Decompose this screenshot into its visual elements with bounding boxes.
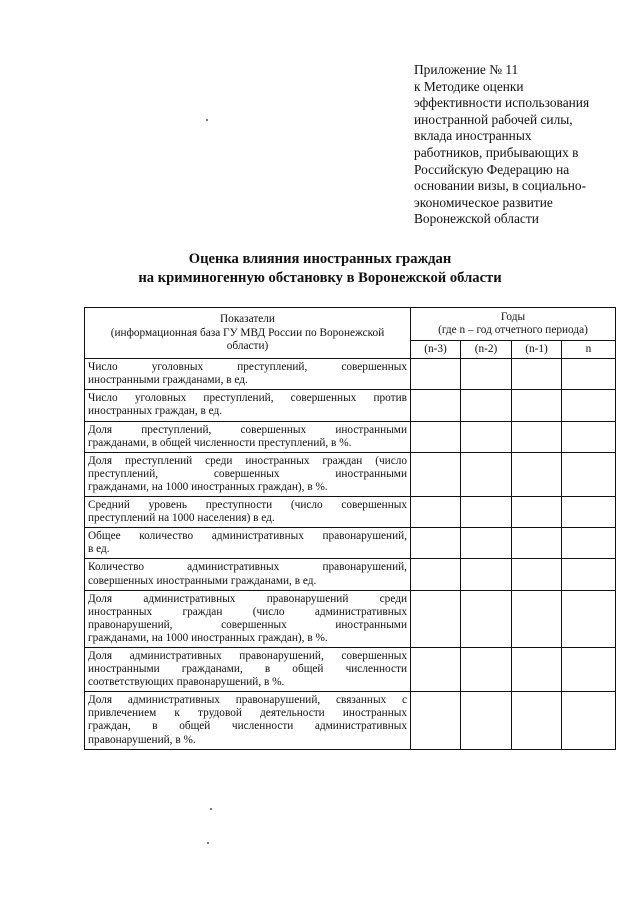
indicator-cell [85, 497, 411, 528]
indicator-cell [85, 590, 411, 647]
indicators-table [84, 307, 616, 750]
indicator-line: Средний уровень преступности (число совершенных [88, 499, 407, 512]
value-cell [461, 390, 512, 421]
indicator-line: преступлений, совершенных иностранными [88, 467, 407, 480]
value-cell [411, 692, 461, 749]
indicator-line: Доля преступлений, совершенных иностранными [88, 423, 407, 436]
appendix-line: основании визы, в социально- [414, 178, 587, 194]
scan-speck [207, 842, 209, 844]
appendix-line: вклада иностранных [414, 128, 532, 144]
indicator-line: Доля административных правонарушений, связанных с [88, 694, 407, 707]
indicator-header-line: Показатели [220, 313, 275, 326]
value-cell [562, 692, 616, 749]
value-cell [411, 421, 461, 452]
indicator-line: Число уголовных преступлений, совершенных [88, 361, 407, 374]
appendix-line: работников, прибывающих в [414, 144, 579, 160]
indicator-line: преступлений на 1000 населения) в ед. [88, 512, 275, 525]
table-row [85, 559, 616, 590]
table-row [85, 497, 616, 528]
year-column-header: (n-1) [512, 341, 562, 359]
indicator-line: Количество административных правонарушений, [88, 561, 407, 574]
indicator-line: правонарушений, совершенных иностранными [88, 618, 407, 631]
indicator-line: иностранных граждан, в ед. [88, 405, 223, 418]
value-cell [512, 452, 562, 496]
year-column-header: (n-2) [461, 341, 512, 359]
value-cell [562, 528, 616, 559]
indicator-line: Число уголовных преступлений, совершенных против [88, 392, 407, 405]
value-cell [562, 559, 616, 590]
indicator-line: граждан, в общей численности административных [88, 720, 407, 733]
value-cell [461, 497, 512, 528]
table-row [85, 452, 616, 496]
year-column-header: (n-3) [411, 341, 461, 359]
value-cell [411, 647, 461, 691]
value-cell [461, 359, 512, 390]
appendix-line: Российскую Федерацию на [414, 161, 570, 177]
value-cell [562, 497, 616, 528]
indicator-cell [85, 528, 411, 559]
indicator-line: иностранных граждан (число административных [88, 605, 407, 618]
value-cell [562, 421, 616, 452]
table-header-row [85, 308, 616, 341]
indicator-line: правонарушений, в %. [88, 733, 196, 746]
value-cell [411, 590, 461, 647]
table-row [85, 390, 616, 421]
value-cell [512, 647, 562, 691]
value-cell [512, 559, 562, 590]
value-cell [512, 692, 562, 749]
table-body [85, 359, 616, 749]
appendix-line: иностранной рабочей силы, [414, 111, 573, 127]
indicator-line: Общее количество административных правонарушений, [88, 530, 407, 543]
document-title [0, 250, 640, 288]
scan-speck [206, 119, 208, 121]
value-cell [562, 590, 616, 647]
table-row [85, 590, 616, 647]
value-cell [512, 390, 562, 421]
indicator-line: привлечением к трудовой деятельности иностранных [88, 707, 407, 720]
value-cell [461, 559, 512, 590]
value-cell [562, 390, 616, 421]
years-header-line: Годы [500, 311, 526, 323]
value-cell [411, 359, 461, 390]
appendix-line: к Методике оценки [414, 78, 524, 94]
value-cell [562, 359, 616, 390]
indicator-line: гражданами, на 1000 иностранных граждан), в %. [88, 480, 328, 493]
indicator-line: соответствующих правонарушений, в %. [88, 676, 285, 689]
value-cell [411, 452, 461, 496]
indicator-line: иностранными гражданами, в ед. [88, 374, 248, 387]
indicator-cell [85, 559, 411, 590]
appendix-line: экономическое развитие [414, 194, 553, 210]
indicator-cell [85, 390, 411, 421]
value-cell [461, 590, 512, 647]
table-row [85, 647, 616, 691]
value-cell [512, 359, 562, 390]
indicator-line: совершенных иностранными гражданами, в ед. [88, 574, 317, 587]
value-cell [411, 497, 461, 528]
indicator-cell [85, 692, 411, 749]
value-cell [562, 647, 616, 691]
table-row [85, 528, 616, 559]
value-cell [411, 528, 461, 559]
indicator-line: гражданами, в общей численности преступлений, в %. [88, 436, 352, 449]
appendix-line: Воронежской области [414, 211, 539, 227]
value-cell [461, 692, 512, 749]
indicator-cell [85, 452, 411, 496]
appendix-line: эффективности использования [414, 95, 590, 111]
indicator-header-cell [85, 308, 411, 359]
value-cell [411, 390, 461, 421]
value-cell [512, 497, 562, 528]
title-line-2: на криминогенную обстановку в Воронежской области [138, 270, 502, 286]
value-cell [461, 647, 512, 691]
value-cell [562, 452, 616, 496]
indicator-cell [85, 647, 411, 691]
table-row [85, 359, 616, 390]
value-cell [512, 528, 562, 559]
years-header-line: (где n – год отчетного периода) [438, 324, 588, 337]
value-cell [461, 421, 512, 452]
value-cell [461, 528, 512, 559]
indicator-cell [85, 421, 411, 452]
value-cell [512, 590, 562, 647]
years-header-cell [411, 308, 616, 341]
scan-speck [210, 808, 212, 810]
indicator-line: Доля административных правонарушений, совершенных [88, 649, 407, 662]
appendix-note [414, 62, 624, 228]
table-row [85, 421, 616, 452]
indicator-line: гражданами, на 1000 иностранных граждан), в %. [88, 631, 328, 644]
indicator-line: в ед. [88, 543, 110, 556]
table-row [85, 692, 616, 749]
value-cell [512, 421, 562, 452]
value-cell [461, 452, 512, 496]
title-line-1: Оценка влияния иностранных граждан [188, 251, 452, 267]
value-cell [411, 559, 461, 590]
indicator-cell [85, 359, 411, 390]
year-column-header: n [562, 341, 616, 359]
indicator-header-line: области) [226, 339, 269, 352]
indicator-line: иностранными гражданами, в общей численности [88, 663, 407, 676]
indicator-line: Доля административных правонарушений среди [88, 592, 407, 605]
indicator-header-line: (информационная база ГУ МВД России по Воронежской [110, 326, 385, 339]
indicator-line: Доля преступлений среди иностранных граждан (число [88, 454, 407, 467]
appendix-line: Приложение № 11 [414, 62, 519, 77]
